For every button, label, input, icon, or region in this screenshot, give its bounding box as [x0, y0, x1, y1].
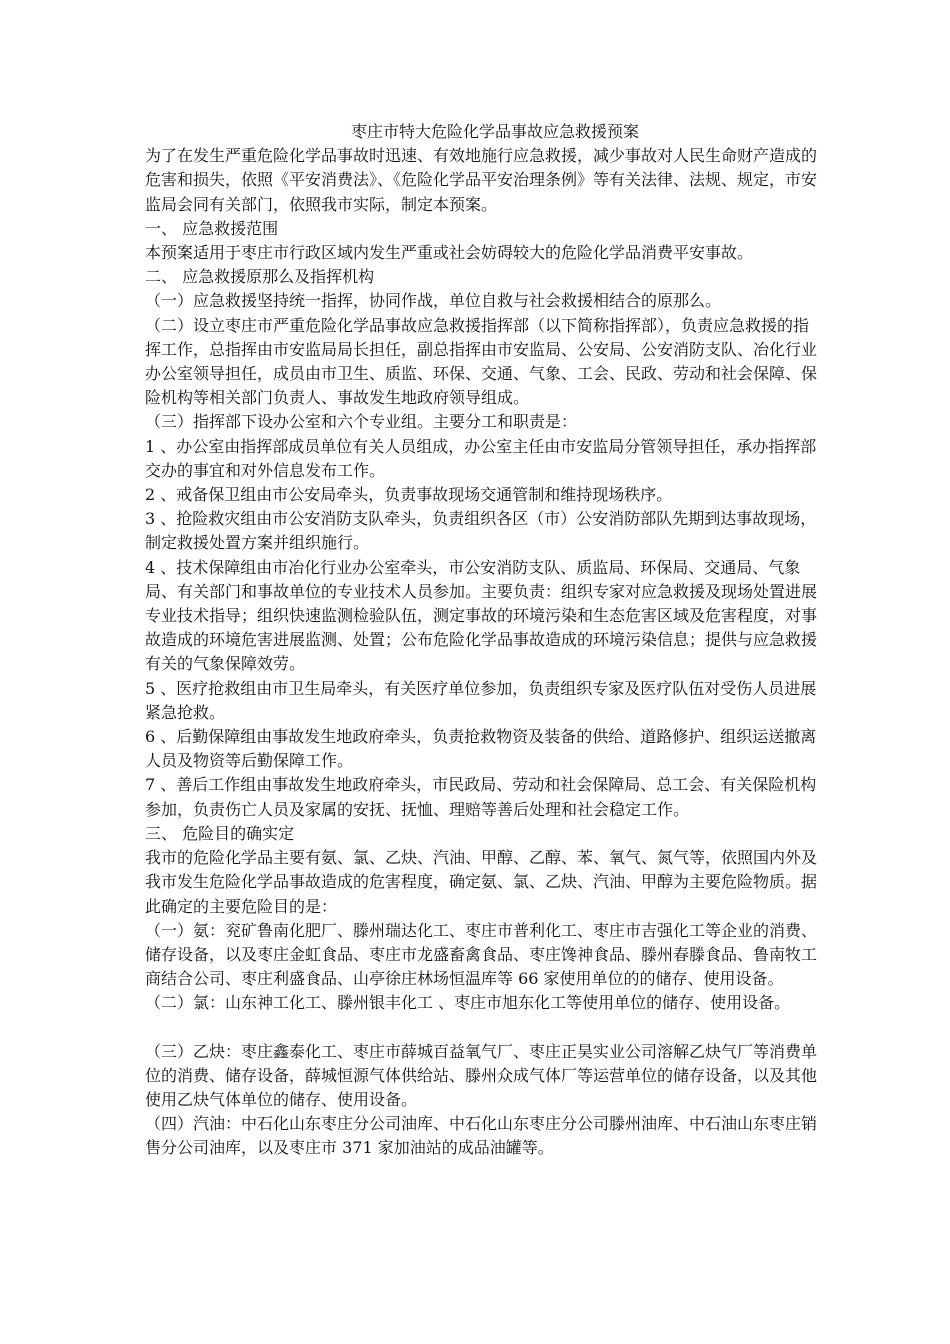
- list-item-technical: 4 、技术保障组由市冶化行业办公室牵头，市公安消防支队、质监局、环保局、交通局、气象局、有关部门和事故单位的专业技术人员参加。主要负责：组织专家对应急救援及现场处置进展专业技术指导；组织快速监测检验队伍，测定事故的环境污染和生态危害区域及危害程度，对事故造成的环境危害进展监测、处置；公布危险化学品事故造成的环境污染信息；提供与应急救援有关的气象保障效劳。: [145, 557, 818, 674]
- paragraph-ammonia: （一）氨：兖矿鲁南化肥厂、滕州瑞达化工、枣庄市普利化工、枣庄市吉强化工等企业的消费、储存设备，以及枣庄金虹食品、枣庄市龙盛畜禽食品、枣庄馋神食品、滕州春滕食品、鲁南牧工商结合公司、枣庄利盛食品、山亭徐庄林场恒温库等 66 家使用单位的的储存、使用设备。: [145, 920, 818, 989]
- list-item-rescue: 3 、抢险救灾组由市公安消防支队牵头，负责组织各区（市）公安消防部队先期到达事故现场，制定救援处置方案并组织施行。: [145, 509, 817, 553]
- list-item-office: 1 、办公室由指挥部成员单位有关人员组成，办公室主任由市安监局分管领导担任，承办指挥部交办的事宜和对外信息发布工作。: [145, 436, 817, 480]
- list-item-logistics: 6 、后勤保障组由事故发生地政府牵头，负责抢救物资及装备的供给、道路修护、组织运送撤离人员及物资等后勤保障工作。: [145, 727, 817, 771]
- document-title: 枣庄市特大危险化学品事故应急救援预案: [350, 122, 639, 141]
- paragraph-principle: （一）应急救援坚持统一指挥，协同作战，单位自救与社会救援相结合的原那么。: [145, 291, 722, 311]
- paragraph-gasoline: （四）汽油：中石化山东枣庄分公司油库、中石化山东枣庄分公司滕州油库、中石油山东枣庄销售分公司油库，以及枣庄市 371 家加油站的成品油罐等。: [145, 1114, 818, 1158]
- paragraph-intro: 为了在发生严重危险化学品事故时迅速、有效地施行应急救援，减少事故对人民生命财产造成的危害和损失，依照《平安消费法》、《危险化学品平安治理条例》等有关法律、法规、规定，市安监局会同有关部门，依照我市实际，制定本预案。: [145, 146, 818, 214]
- list-item-aftermath: 7 、善后工作组由事故发生地政府牵头，市民政局、劳动和社会保障局、总工会、有关保险机构参加，负责伤亡人员及家属的安抚、抚恤、理赔等善后处理和社会稳定工作。: [145, 775, 817, 819]
- paragraph-scope: 本预案适用于枣庄市行政区域内发生严重或社会妨碍较大的危险化学品消费平安事故。: [145, 243, 754, 263]
- paragraph-offices: （三）指挥部下设办公室和六个专业组。主要分工和职责是：: [145, 412, 578, 432]
- document-page: [145, 120, 817, 1161]
- paragraph-hazards: 我市的危险化学品主要有氨、氯、乙炔、汽油、甲醇、乙醇、苯、氧气、氮气等，依照国内外及我市发生危险化学品事故造成的危害程度，确定氨、氯、乙炔、汽油、甲醇为主要危险物质。据此确定的主要危险目的是：: [145, 848, 818, 916]
- list-item-security: 2 、戒备保卫组由市公安局牵头，负责事故现场交通管制和维持现场秩序。: [145, 485, 673, 505]
- paragraph-acetylene: （三）乙炔：枣庄鑫泰化工、枣庄市薛城百益氧气厂、枣庄正昊实业公司溶解乙炔气厂等消费单位的消费、储存设备，薛城恒源气体供给站、滕州众成气体厂等运营单位的储存设备，以及其他使用乙炔气体单位的储存、使用设备。: [145, 1041, 818, 1109]
- section-heading-3: 三、 危险目的确实定: [145, 823, 295, 843]
- paragraph-command: （二）设立枣庄市严重危险化学品事故应急救援指挥部（以下简称指挥部），负责应急救援的指挥工作，总指挥由市安监局局长担任，副总指挥由市安监局、公安局、公安消防支队、冶化行业办公室领导担任，成员由市卫生、质监、环保、交通、气象、工会、民政、劳动和社会保障、保险机构等相关部门负责人、事故发生地政府领导组成。: [145, 315, 818, 408]
- list-item-medical: 5 、医疗抢救组由市卫生局牵头，有关医疗单位参加，负责组织专家及医疗队伍对受伤人员进展紧急抢救。: [145, 678, 817, 722]
- section-heading-2: 二、 应急救援原那么及指挥机构: [145, 267, 375, 287]
- blank-line: [145, 1016, 817, 1040]
- section-heading-1: 一、 应急救援范围: [145, 218, 279, 238]
- paragraph-chlorine: （二）氯：山东神工化工、滕州银丰化工 、枣庄市旭东化工等使用单位的储存、使用设备。: [145, 993, 791, 1013]
